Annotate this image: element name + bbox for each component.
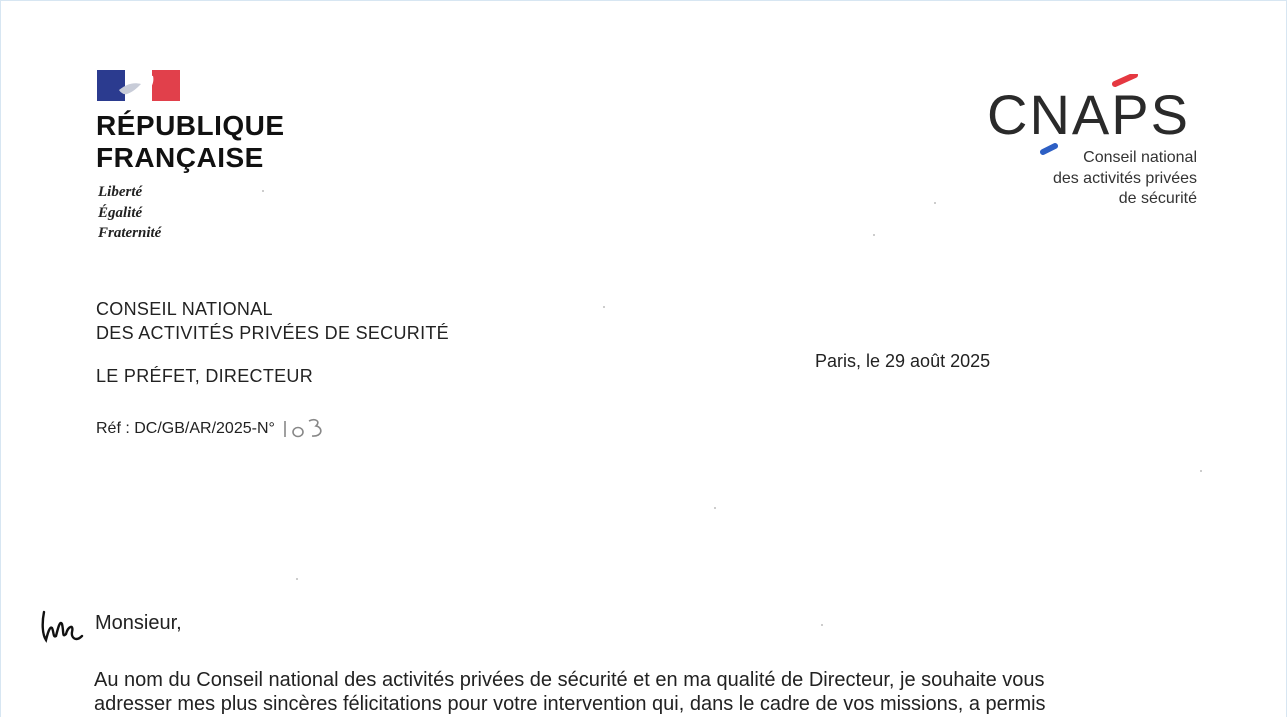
cnaps-subtitle-line-2: des activités privées [1052, 169, 1197, 187]
cnaps-logo [985, 74, 1200, 156]
salutation: Monsieur, [95, 612, 182, 634]
handwritten-reference-number [279, 415, 329, 443]
reference-line [96, 415, 329, 443]
marianne-flag-logo [97, 70, 180, 101]
reference-label: Réf : DC/GB/AR/2025-N° [96, 420, 275, 437]
letter-body [94, 668, 1204, 716]
scan-speck [934, 202, 936, 204]
sender-title: LE PRÉFET, DIRECTEUR [96, 366, 314, 386]
scan-speck [1200, 470, 1202, 472]
francaise-line: FRANÇAISE [96, 142, 264, 173]
motto-fraternite: Fraternité [98, 225, 162, 241]
scan-speck [873, 234, 875, 236]
republique-line: RÉPUBLIQUE [96, 110, 285, 141]
cnaps-subtitle-line-3: de sécurité [1118, 190, 1197, 207]
cnaps-subtitle-line-1: Conseil national [1083, 149, 1197, 166]
letter-date: Paris, le 29 août 2025 [815, 351, 991, 371]
sender-organization [96, 297, 449, 345]
scan-speck [296, 578, 298, 580]
org-line-1: CONSEIL NATIONAL [96, 299, 273, 319]
republique-francaise-title [96, 110, 285, 174]
body-line-1: Au nom du Conseil national des activités privées de sécurité et en ma qualité de Directeur, je souhaite vous [94, 669, 1045, 691]
scan-speck [262, 190, 264, 192]
motto-egalite: Égalité [98, 204, 143, 221]
org-line-2: DES ACTIVITÉS PRIVÉES DE SECURITÉ [96, 323, 449, 343]
scan-speck [821, 624, 823, 626]
scan-speck [603, 306, 605, 308]
motto-liberte: Liberté [98, 184, 143, 200]
body-line-2: adresser mes plus sincères félicitations pour votre intervention qui, dans le cadre de vos missions, a permis [94, 693, 1046, 715]
national-motto [98, 182, 161, 244]
scan-speck [714, 507, 716, 509]
cnaps-subtitle [1000, 148, 1197, 210]
cnaps-logo-text: CNAPS [987, 83, 1190, 146]
handwritten-initials [38, 608, 88, 644]
